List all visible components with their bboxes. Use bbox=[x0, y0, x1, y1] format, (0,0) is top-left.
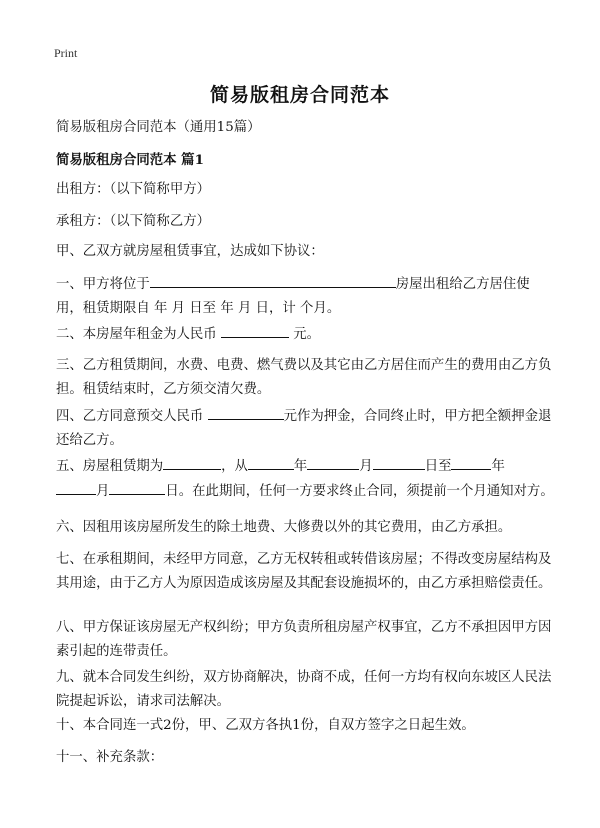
clause-5 bbox=[56, 454, 556, 504]
clause-4-text-b: 元作为押金，合同终止时，甲方把全额押金退还给乙方。 bbox=[56, 409, 552, 448]
clause-5-text-b: ，从 bbox=[221, 459, 248, 474]
clause-5-text-a: 五、房屋租赁期为 bbox=[56, 459, 164, 474]
clause-1-text-a: 一、甲方将位于 bbox=[56, 277, 150, 292]
address-blank bbox=[150, 272, 396, 288]
document-subtitle: 简易版租房合同范本（通用15篇） bbox=[56, 120, 261, 135]
clause-9: 九、就本合同发生纠纷，双方协商解决，协商不成，任何一方均有权向东坡区人民法院提起诉讼，请求司法解决。 bbox=[56, 670, 552, 709]
clause-8: 八、甲方保证该房屋无产权纠纷；甲方负责所租房屋产权事宜，乙方不承担因甲方因素引起的连带责任。 bbox=[56, 620, 552, 659]
clause-5-text-d: 月 bbox=[359, 459, 373, 474]
start-year-blank bbox=[248, 454, 294, 470]
clause-5-text-f: 年 bbox=[491, 459, 505, 474]
clause-7: 七、在承租期间，未经甲方同意，乙方无权转租或转借该房屋；不得改变房屋结构及其用途，由于乙方人为原因造成该房屋及其配套设施损坏的，由乙方承担赔偿责任。 bbox=[56, 552, 552, 591]
clause-5-text-e: 日至 bbox=[424, 459, 452, 474]
end-year-blank bbox=[451, 454, 491, 470]
clause-4 bbox=[56, 404, 556, 453]
clause-4-text-a: 四、乙方同意预交人民币 bbox=[56, 409, 204, 424]
intro-line: 甲、乙双方就房屋租赁事宜，达成如下协议： bbox=[56, 244, 324, 259]
print-link[interactable]: Print bbox=[54, 46, 78, 60]
end-day-blank bbox=[109, 479, 165, 495]
clause-2-text-a: 二、本房屋年租金为人民币 bbox=[56, 327, 217, 342]
clause-1 bbox=[56, 272, 556, 321]
rent-blank bbox=[221, 322, 289, 338]
start-month-blank bbox=[307, 454, 359, 470]
term-blank bbox=[163, 454, 221, 470]
lessee-line: 承租方：（以下简称乙方） bbox=[56, 214, 210, 229]
clause-6: 六、因租用该房屋所发生的除土地费、大修费以外的其它费用，由乙方承担。 bbox=[56, 520, 512, 535]
clause-5-text-h: 日。在此期间，任何一方要求终止合同，须提前一个月通知对方。 bbox=[165, 484, 554, 499]
clause-2-text-b: 元。 bbox=[293, 327, 320, 342]
clause-1-text-b: 房屋出租给乙方居住使用，租赁期限自 年 月 日至 年 月 日，计 个月。 bbox=[56, 277, 530, 316]
clause-11: 十一、补充条款： bbox=[56, 750, 164, 765]
deposit-blank bbox=[208, 404, 284, 420]
clause-10: 十、本合同连一式2份，甲、乙双方各执1份，自双方签字之日起生效。 bbox=[56, 718, 475, 733]
clause-5-text-c: 年 bbox=[293, 459, 308, 474]
document-title: 简易版租房合同范本 bbox=[209, 84, 390, 106]
end-month-blank bbox=[56, 479, 96, 495]
lessor-line: 出租方：（以下简称甲方） bbox=[56, 182, 210, 197]
clause-2 bbox=[56, 322, 556, 347]
start-day-blank bbox=[373, 454, 425, 470]
clause-5-text-g: 月 bbox=[96, 484, 110, 499]
section-heading: 简易版租房合同范本 篇1 bbox=[56, 152, 204, 168]
clause-3: 三、乙方租赁期间，水费、电费、燃气费以及其它由乙方居住而产生的费用由乙方负担。租赁结束时，乙方须交清欠费。 bbox=[56, 358, 552, 397]
